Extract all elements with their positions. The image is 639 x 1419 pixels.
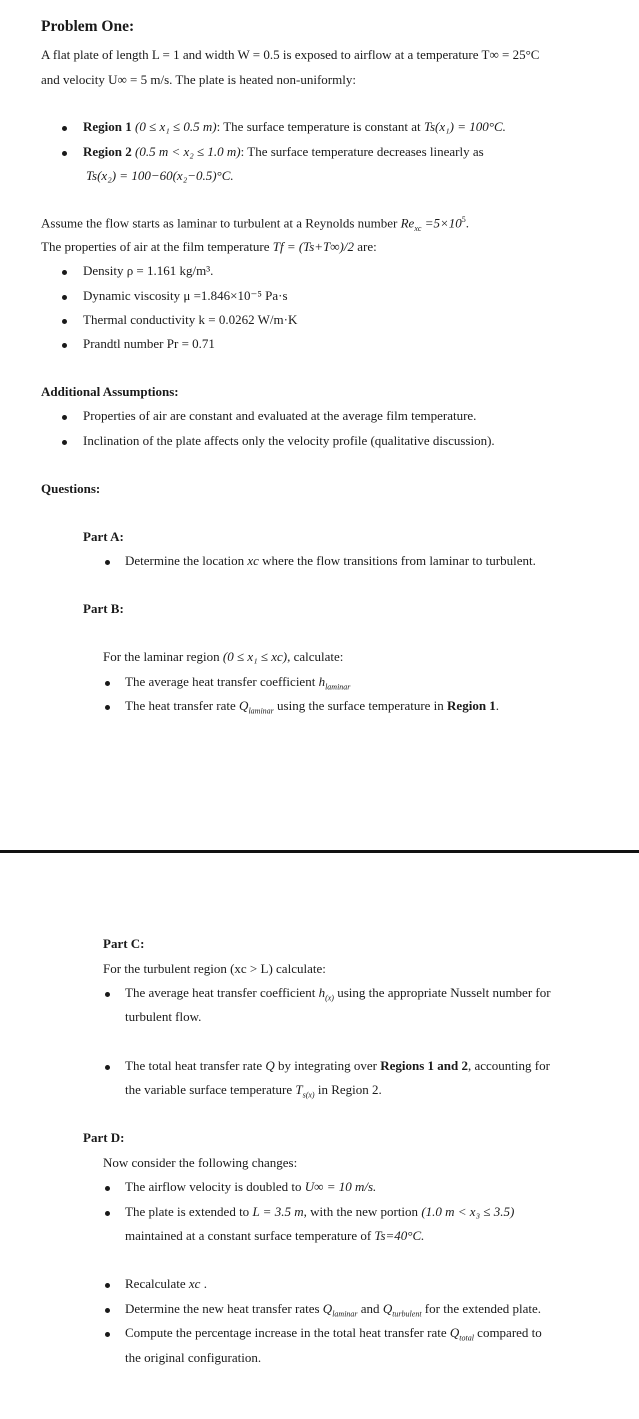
part-c-item-2-cont-text: the variable surface temperature: [125, 1082, 296, 1097]
part-b-intro-end: , calculate:: [287, 649, 344, 664]
region-1-text: : The surface temperature is constant at: [216, 119, 424, 134]
part-c-item-2-mid: by integrating over: [274, 1058, 381, 1073]
page-separator: [0, 850, 639, 853]
bullet-icon: [105, 705, 110, 710]
region-2: [83, 144, 484, 160]
part-c-item-2-end: , accounting for: [468, 1058, 550, 1073]
bullet-icon: [105, 1332, 110, 1337]
questions-heading: Questions:: [41, 481, 101, 496]
part-d-task-2: [125, 1301, 541, 1319]
part-b-item-2-mid: using the surface temperature in: [273, 698, 448, 713]
q-laminar-subscript: laminar: [332, 1309, 358, 1319]
region-1-formula: Ts(x₁) = 100°C.: [423, 119, 506, 134]
task-3-end: compared to: [473, 1325, 542, 1340]
part-b-item-2: [125, 698, 499, 716]
part-b-item-1: [125, 674, 350, 692]
region-2-range: (0.5 m < x₂ ≤ 1.0 m): [131, 144, 241, 159]
property-viscosity: Dynamic viscosity μ =1.846×10⁻⁵ Pa·s: [83, 288, 288, 303]
page-title: Problem One:: [41, 18, 135, 35]
intro-line-1: A flat plate of length L = 1 and width W = 0.5 is exposed to airflow at a temperature T∞ = 25°C: [41, 47, 540, 62]
bullet-icon: [62, 319, 67, 324]
part-c-item-1-end: using the appropriate Nusselt number for: [333, 985, 551, 1000]
bullet-icon: [62, 151, 67, 156]
bullet-icon: [105, 1283, 110, 1288]
part-b-range: (0 ≤ x₁ ≤ xc): [222, 649, 288, 664]
part-b-intro-text: For the laminar region: [103, 649, 223, 664]
reynolds-exponent: 5: [461, 215, 466, 224]
h-subscript: laminar: [325, 682, 351, 692]
part-d-intro: Now consider the following changes:: [103, 1155, 298, 1170]
change-2-mid: , with the new portion: [303, 1204, 422, 1219]
reynolds-subscript: xc: [414, 223, 422, 233]
part-d-change-2-cont: [125, 1228, 424, 1244]
task-2-text: Determine the new heat transfer rates: [125, 1301, 323, 1316]
flow-text: Assume the flow starts as laminar to turbulent at a Reynolds number: [41, 215, 401, 231]
change-1-text: The airflow velocity is doubled to: [125, 1179, 305, 1194]
part-c-item-2: [125, 1058, 550, 1074]
task-1-text: Recalculate: [125, 1276, 189, 1291]
property-prandtl: Prandtl number Pr = 0.71: [83, 336, 215, 351]
part-c-item-2-cont-end: in Region 2.: [314, 1082, 382, 1097]
change-2-length: L = 3.5 m: [252, 1204, 304, 1219]
part-b-intro: [103, 649, 343, 665]
film-formula: Tf = (Ts+T∞)/2: [272, 239, 354, 254]
region-1-range: (0 ≤ x₁ ≤ 0.5 m): [131, 119, 217, 134]
part-d-heading: Part D:: [83, 1130, 125, 1145]
bullet-icon: [62, 126, 67, 131]
bullet-icon: [105, 992, 110, 997]
bullet-icon: [105, 1308, 110, 1313]
bullet-icon: [62, 440, 67, 445]
part-c-item-1-text: The average heat transfer coefficient: [125, 985, 319, 1000]
flow-line-2: [41, 239, 377, 255]
part-b-item-2-end: .: [495, 698, 500, 713]
region-2-text: : The surface temperature decreases linearly as: [240, 144, 484, 159]
change-1-value: U∞ = 10 m/s.: [304, 1179, 377, 1194]
q-symbol: Q: [239, 698, 249, 713]
part-c-intro: For the turbulent region (xc > L) calculate:: [103, 961, 326, 976]
assumption-2: Inclination of the plate affects only the velocity profile (qualitative discussion).: [83, 433, 495, 448]
h-symbol: h: [318, 985, 326, 1000]
part-c-item-2-text: The total heat transfer rate: [125, 1058, 266, 1073]
regions-ref: Regions 1 and 2: [380, 1058, 468, 1073]
q-symbol: Q: [449, 1325, 460, 1340]
bullet-icon: [62, 270, 67, 275]
part-a-heading: Part A:: [83, 529, 124, 544]
reynolds-value: =5×10: [421, 215, 462, 231]
part-b-item-1-text: The average heat transfer coefficient: [125, 674, 319, 689]
part-d-task-3-cont: the original configuration.: [125, 1350, 262, 1365]
task-1-end: .: [200, 1276, 207, 1291]
part-a-text: Determine the location: [125, 553, 248, 568]
part-b-item-2-text: The heat transfer rate: [125, 698, 240, 713]
region-2-label: Region 2: [83, 144, 132, 159]
film-text: The properties of air at the film temperature: [41, 239, 273, 254]
bullet-icon: [105, 1211, 110, 1216]
change-2-range: (1.0 m < x₃ ≤ 3.5): [421, 1204, 515, 1219]
q-symbol: Q: [322, 1301, 333, 1316]
flow-line-1: [41, 215, 469, 233]
part-c-item-1: [125, 985, 551, 1003]
region-2-formula: Ts(x₂) = 100−60(x₂−0.5)°C.: [86, 168, 234, 183]
ts-subscript: s(x): [302, 1090, 315, 1100]
q-subscript: laminar: [248, 706, 274, 716]
part-c-heading: Part C:: [103, 936, 145, 951]
reynolds-symbol: Re: [400, 215, 415, 231]
ts-symbol: T: [295, 1082, 303, 1097]
intro-line-2: and velocity U∞ = 5 m/s. The plate is heated non-uniformly:: [41, 72, 356, 87]
assumptions-heading: Additional Assumptions:: [41, 384, 179, 399]
property-conductivity: Thermal conductivity k = 0.0262 W/m·K: [83, 312, 298, 327]
part-d-change-1: [125, 1179, 376, 1195]
bullet-icon: [105, 681, 110, 686]
q-total-subscript: total: [459, 1333, 474, 1343]
part-a-item: [125, 553, 536, 569]
bullet-icon: [62, 295, 67, 300]
bullet-icon: [105, 1065, 110, 1070]
q-symbol: Q: [265, 1058, 275, 1073]
change-2-temp: Ts=40°C.: [374, 1228, 425, 1243]
bullet-icon: [105, 1186, 110, 1191]
task-2-end: for the extended plate.: [421, 1301, 542, 1316]
task-2-and: and: [357, 1301, 383, 1316]
part-d-task-3: [125, 1325, 542, 1343]
bullet-icon: [62, 343, 67, 348]
film-suffix: are:: [353, 239, 377, 254]
q-symbol: Q: [382, 1301, 393, 1316]
assumption-1: Properties of air are constant and evaluated at the average film temperature.: [83, 408, 477, 423]
bullet-icon: [62, 415, 67, 420]
part-a-text-end: where the flow transitions from laminar to turbulent.: [258, 553, 536, 568]
bullet-icon: [105, 560, 110, 565]
part-c-item-1-cont: turbulent flow.: [125, 1009, 202, 1024]
part-d-change-2: [125, 1204, 514, 1220]
region-1-ref: Region 1: [447, 698, 496, 713]
h-symbol: h: [318, 674, 326, 689]
change-2-text: The plate is extended to: [125, 1204, 253, 1219]
task-3-text: Compute the percentage increase in the total heat transfer rate: [125, 1325, 450, 1340]
part-b-heading: Part B:: [83, 601, 124, 616]
xc-symbol: xc: [188, 1276, 201, 1291]
change-2-cont-text: maintained at a constant surface temperature of: [125, 1228, 375, 1243]
region-1-label: Region 1: [83, 119, 132, 134]
region-1: [83, 119, 506, 135]
xc-symbol: xc: [247, 553, 259, 568]
part-c-item-2-cont: [125, 1082, 382, 1100]
flow-period: .: [465, 215, 469, 231]
property-density: Density ρ = 1.161 kg/m³.: [83, 263, 214, 278]
part-d-task-1: [125, 1276, 207, 1292]
q-turbulent-subscript: turbulent: [392, 1309, 422, 1319]
h-subscript: (x): [325, 993, 334, 1003]
